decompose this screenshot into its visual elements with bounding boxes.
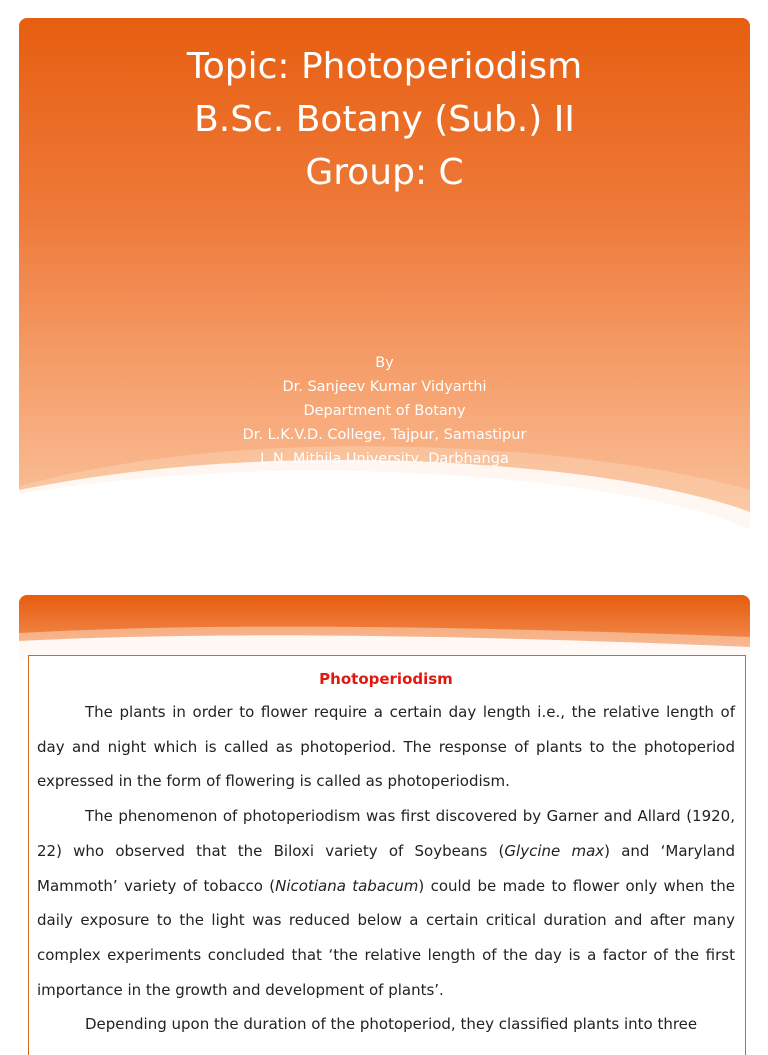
byline-department: Department of Botany xyxy=(303,403,466,419)
slide-title xyxy=(19,40,750,199)
species-soybean: Glycine max xyxy=(504,841,605,860)
byline-author: Dr. Sanjeev Kumar Vidyarthi xyxy=(282,379,487,395)
title-line-course: B.Sc. Botany (Sub.) II xyxy=(194,99,575,140)
paragraph-discovery xyxy=(37,799,735,1007)
discovery-text-1: The phenomenon of photoperiodism was first discovered by Garner and Allard (1920, 22) who observed that the Biloxi variety of Soybeans ( xyxy=(37,807,735,860)
content-slide xyxy=(19,595,750,1055)
title-line-group: Group: C xyxy=(305,152,464,193)
discovery-text-2: ) and ‘Maryland Mammoth’ variety of tobacco ( xyxy=(37,841,735,895)
text-content-box xyxy=(28,655,746,1055)
byline-college: Dr. L.K.V.D. College, Tajpur, Samastipur xyxy=(242,427,527,443)
paragraph-definition: The plants in order to flower require a certain day length i.e., the relative length of day and night which is called as photoperiod. The response of plants to the photoperiod expressed in the form of flowering is called as photoperiodism. xyxy=(37,703,735,791)
author-byline xyxy=(19,351,750,471)
title-line-topic: Topic: Photoperiodism xyxy=(186,46,583,87)
section-heading: Photoperiodism xyxy=(319,670,453,688)
byline-university: L.N. Mithila University, Darbhanga xyxy=(260,451,509,467)
header-wave-decoration xyxy=(19,623,750,659)
title-slide xyxy=(19,18,750,540)
content-slide-header-band xyxy=(19,595,750,659)
paragraph-classification: Depending upon the duration of the photoperiod, they classified plants into three xyxy=(85,1015,698,1034)
discovery-text-3: ) could be made to flower only when the daily exposure to the light was reduced below a certain critical duration and after many complex experiments concluded that ‘the relative length of the day is a factor of the first importance in the growth and development of plants’. xyxy=(37,876,735,999)
species-tobacco: Nicotiana tabacum xyxy=(275,876,419,895)
byline-by: By xyxy=(375,355,394,371)
